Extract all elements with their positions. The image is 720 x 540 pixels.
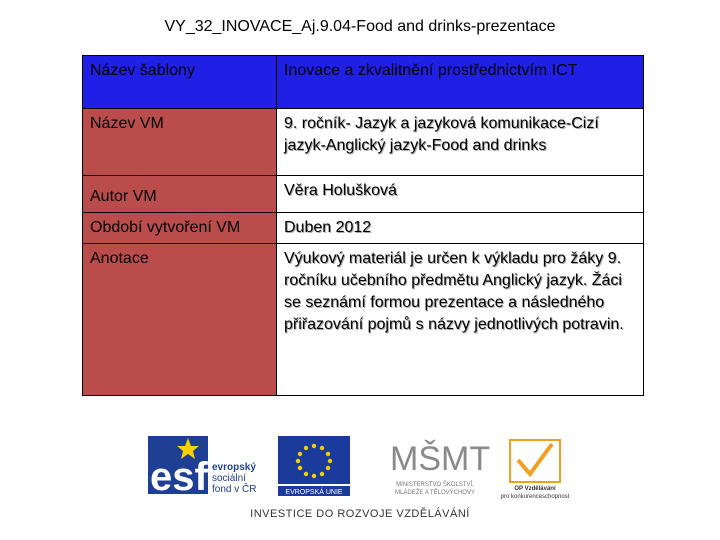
row-value: Duben 2012 [277, 213, 644, 244]
table-row [83, 244, 644, 396]
row-value: Věra Holušková [277, 176, 644, 213]
msmt-text-1: MINISTERSTVO ŠKOLSTVÍ, [396, 482, 474, 488]
op-vk-logo [501, 440, 570, 500]
page-title: VY_32_INOVACE_Aj.9.04-Food and drinks-prezentace [164, 18, 556, 35]
row-label: Název VM [83, 109, 277, 176]
table-row [83, 109, 644, 176]
esf-text-2: sociální [212, 473, 246, 484]
msmt-logo [390, 440, 490, 496]
footer-slogan: INVESTICE DO ROZVOJE VZDĚLÁVÁNÍ [250, 508, 470, 520]
op-text-1: OP Vzdělávání [514, 486, 556, 492]
funding-logos [140, 430, 580, 500]
msmt-monogram-icon: MŠMT [390, 440, 491, 478]
eu-flag-logo [278, 436, 350, 496]
eu-label: EVROPSKÁ UNIE [285, 489, 343, 496]
row-label: Období vytvoření VM [83, 213, 277, 244]
esf-text-1: evropský [212, 462, 256, 473]
table-row [83, 176, 644, 213]
row-label: Název šablony [83, 56, 277, 109]
msmt-text-2: MLÁDEŽE A TĚLOVÝCHOVY [395, 490, 475, 496]
esf-text-3: fond v ČR [212, 484, 257, 495]
metadata-table [82, 55, 644, 396]
svg-text:esf: esf [150, 455, 208, 499]
row-value: Výukový materiál je určen k výkladu pro žáky 9. ročníku učebního předmětu Anglický jazyk. Žáci se seznámí formou prezentace a následného přiřazování pojmů s názvy jednotlivých potravin. [277, 244, 644, 396]
esf-logo [148, 436, 256, 499]
row-label: Autor VM [83, 176, 277, 213]
table-row [83, 56, 644, 109]
row-label: Anotace [83, 244, 277, 396]
table-row [83, 213, 644, 244]
row-value: Inovace a zkvalitnění prostřednictvím ICT [277, 56, 644, 109]
row-value: 9. ročník- Jazyk a jazyková komunikace-Cizí jazyk-Anglický jazyk-Food and drinks [277, 109, 644, 176]
op-text-2: pro konkurenceschopnost [500, 494, 570, 500]
